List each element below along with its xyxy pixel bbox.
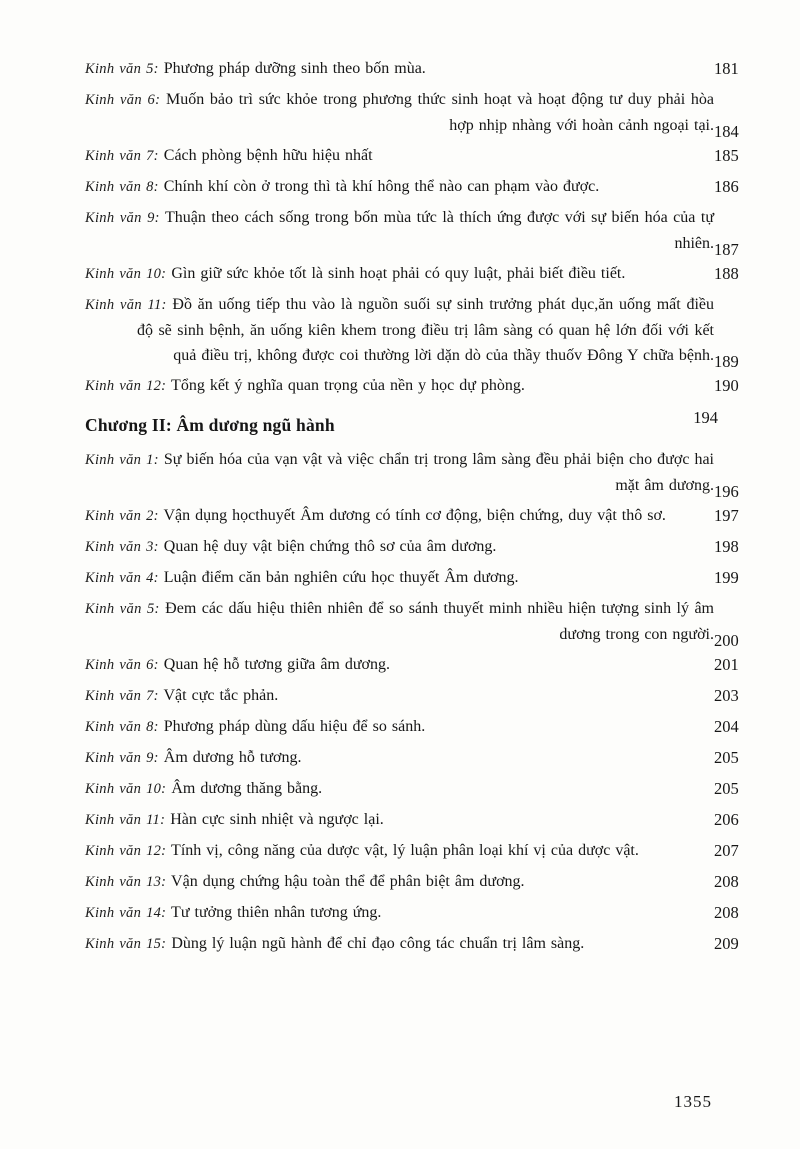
toc-entry bbox=[85, 745, 739, 771]
entry-page-number: 185 bbox=[714, 146, 739, 165]
entry-title: Hàn cực sinh nhiệt và ngược lại. bbox=[170, 811, 384, 828]
entry-title: Đồ ăn uống tiếp thu vào là nguồn suối sự sinh trưởng phát dục,ăn uống mất điều độ sẽ sinh bệnh, ăn uống kiên khem trong điều trị lâm sàng có quan hệ lớn đối với kết quả điều trị, không được coi thường lời dặn dò của thầy thuốv Đông Y chữa bệnh. bbox=[137, 296, 714, 364]
entry-title: Dùng lý luận ngũ hành để chỉ đạo công tác chuẩn trị lâm sàng. bbox=[171, 935, 585, 952]
toc-entry bbox=[85, 652, 739, 678]
entry-label: Kinh văn 11: bbox=[85, 812, 166, 828]
toc-entry bbox=[85, 261, 739, 287]
toc-entry bbox=[85, 143, 739, 169]
entry-title: Phương pháp dùng dấu hiệu để so sánh. bbox=[163, 718, 426, 735]
toc-entry bbox=[85, 503, 739, 529]
entry-label: Kinh văn 10: bbox=[85, 266, 167, 282]
chapter-page-number: 194 bbox=[693, 408, 718, 427]
entry-label: Kinh văn 1: bbox=[85, 452, 159, 468]
entry-text bbox=[85, 503, 714, 529]
entry-title: Vận dụng họcthuyết Âm dương có tính cơ động, biện chứng, duy vật thô sơ. bbox=[163, 507, 666, 524]
entry-title: Vận dụng chứng hậu toàn thể để phân biệt âm dương. bbox=[171, 873, 525, 890]
entry-label: Kinh văn 9: bbox=[85, 210, 160, 226]
entry-text bbox=[85, 714, 714, 740]
entry-label: Kinh văn 4: bbox=[85, 570, 159, 586]
entry-title: Phương pháp dưỡng sinh theo bốn mùa. bbox=[163, 60, 426, 77]
entry-page-number: 197 bbox=[714, 506, 739, 525]
toc-entry bbox=[85, 714, 739, 740]
entry-text bbox=[85, 683, 714, 709]
entry-label: Kinh văn 10: bbox=[85, 781, 167, 797]
entry-page-number: 189 bbox=[714, 352, 739, 371]
entry-page-number: 208 bbox=[714, 872, 739, 891]
entry-text bbox=[85, 447, 714, 498]
entry-text bbox=[85, 565, 714, 591]
toc-entry bbox=[85, 534, 739, 560]
chapter-heading-row bbox=[85, 408, 718, 438]
entry-page-number: 207 bbox=[714, 841, 739, 860]
entry-label: Kinh văn 2: bbox=[85, 508, 159, 524]
entry-page-number: 190 bbox=[714, 376, 739, 395]
entry-label: Kinh văn 8: bbox=[85, 719, 159, 735]
toc-entry bbox=[85, 373, 739, 399]
entry-page-number: 203 bbox=[714, 686, 739, 705]
toc-entry bbox=[85, 447, 739, 501]
toc-entry bbox=[85, 87, 739, 141]
entry-text bbox=[85, 838, 714, 864]
entry-page-number: 200 bbox=[714, 631, 739, 650]
entry-text bbox=[85, 261, 714, 287]
entry-label: Kinh văn 9: bbox=[85, 750, 159, 766]
toc-entry bbox=[85, 683, 739, 709]
entry-page-number: 184 bbox=[714, 122, 739, 141]
entry-title: Cách phòng bệnh hữu hiệu nhất bbox=[163, 147, 373, 164]
entry-text bbox=[85, 596, 714, 647]
entry-title: Gìn giữ sức khỏe tốt là sinh hoạt phải có quy luật, phải biết điều tiết. bbox=[171, 265, 626, 282]
toc-entry bbox=[85, 776, 739, 802]
toc-entry bbox=[85, 205, 739, 259]
entry-text bbox=[85, 56, 714, 82]
entry-label: Kinh văn 3: bbox=[85, 539, 159, 555]
entry-text bbox=[85, 776, 714, 802]
entry-label: Kinh văn 5: bbox=[85, 61, 159, 77]
entry-label: Kinh văn 5: bbox=[85, 601, 160, 617]
entry-page-number: 196 bbox=[714, 482, 739, 501]
entry-page-number: 181 bbox=[714, 59, 739, 78]
entry-label: Kinh văn 8: bbox=[85, 179, 159, 195]
toc-entry bbox=[85, 174, 739, 200]
toc-entry bbox=[85, 931, 739, 957]
entry-title: Luận điểm căn bản nghiên cứu học thuyết Âm dương. bbox=[163, 569, 519, 586]
entry-title: Quan hệ hỗ tương giữa âm dương. bbox=[163, 656, 390, 673]
entry-label: Kinh văn 7: bbox=[85, 148, 159, 164]
entry-label: Kinh văn 11: bbox=[85, 297, 167, 313]
entry-text bbox=[85, 87, 714, 138]
toc-entry bbox=[85, 838, 739, 864]
entry-text bbox=[85, 745, 714, 771]
entry-label: Kinh văn 12: bbox=[85, 378, 167, 394]
entry-page-number: 186 bbox=[714, 177, 739, 196]
toc-entry bbox=[85, 565, 739, 591]
entry-title: Âm dương hỗ tương. bbox=[163, 749, 302, 766]
entry-text bbox=[85, 534, 714, 560]
entry-label: Kinh văn 15: bbox=[85, 936, 167, 952]
entry-title: Tính vị, công năng của dược vật, lý luận phân loại khí vị của dược vật. bbox=[171, 842, 639, 859]
entry-text bbox=[85, 652, 714, 678]
entry-label: Kinh văn 6: bbox=[85, 92, 161, 108]
entry-label: Kinh văn 13: bbox=[85, 874, 167, 890]
entry-page-number: 187 bbox=[714, 240, 739, 259]
toc-entry bbox=[85, 869, 739, 895]
book-page-number: 1355 bbox=[674, 1092, 712, 1111]
entry-title: Sự biến hóa của vạn vật và việc chẩn trị trong lâm sàng đều phải biện cho được hai mặt âm dương. bbox=[163, 451, 715, 494]
entry-page-number: 206 bbox=[714, 810, 739, 829]
chapter-heading: Chương II: Âm dương ngũ hành bbox=[85, 415, 335, 435]
entry-page-number: 188 bbox=[714, 264, 739, 283]
entry-page-number: 201 bbox=[714, 655, 739, 674]
entry-title: Thuận theo cách sống trong bốn mùa tức là thích ứng được với sự biến hóa của tự nhiên. bbox=[164, 209, 714, 252]
toc-entry bbox=[85, 596, 739, 650]
entry-page-number: 204 bbox=[714, 717, 739, 736]
entry-title: Đem các dấu hiệu thiên nhiên để so sánh thuyết minh nhiều hiện tượng sinh lý âm dương trong con người. bbox=[165, 600, 715, 643]
entry-text bbox=[85, 869, 714, 895]
entry-title: Muốn bảo trì sức khỏe trong phương thức sinh hoạt và hoạt động tư duy phải hòa hợp nhịp nhàng với hoàn cảnh ngoại tại. bbox=[165, 91, 715, 134]
entry-label: Kinh văn 7: bbox=[85, 688, 159, 704]
entry-text bbox=[85, 292, 714, 368]
entry-title: Tổng kết ý nghĩa quan trọng của nền y học dự phòng. bbox=[171, 377, 525, 394]
entry-page-number: 205 bbox=[714, 779, 739, 798]
entry-label: Kinh văn 12: bbox=[85, 843, 167, 859]
entry-title: Âm dương thăng bằng. bbox=[171, 780, 323, 797]
entry-title: Vật cực tắc phản. bbox=[163, 687, 279, 704]
entry-page-number: 199 bbox=[714, 568, 739, 587]
entry-text bbox=[85, 373, 714, 399]
toc-entry bbox=[85, 292, 739, 371]
toc-entry bbox=[85, 56, 739, 82]
entry-page-number: 209 bbox=[714, 934, 739, 953]
entry-text bbox=[85, 174, 714, 200]
entry-text bbox=[85, 931, 714, 957]
entry-text bbox=[85, 143, 714, 169]
entry-title: Tư tưởng thiên nhân tương ứng. bbox=[171, 904, 382, 921]
toc-entry bbox=[85, 900, 739, 926]
entry-page-number: 198 bbox=[714, 537, 739, 556]
entry-title: Chính khí còn ở trong thì tà khí hông thể nào can phạm vào được. bbox=[163, 178, 600, 195]
toc-entry bbox=[85, 807, 739, 833]
toc bbox=[85, 56, 739, 962]
entry-label: Kinh văn 14: bbox=[85, 905, 167, 921]
entry-label: Kinh văn 6: bbox=[85, 657, 159, 673]
entry-page-number: 205 bbox=[714, 748, 739, 767]
entry-title: Quan hệ duy vật biện chứng thô sơ của âm dương. bbox=[163, 538, 497, 555]
entry-text bbox=[85, 807, 714, 833]
entry-text bbox=[85, 900, 714, 926]
entry-page-number: 208 bbox=[714, 903, 739, 922]
entry-text bbox=[85, 205, 714, 256]
